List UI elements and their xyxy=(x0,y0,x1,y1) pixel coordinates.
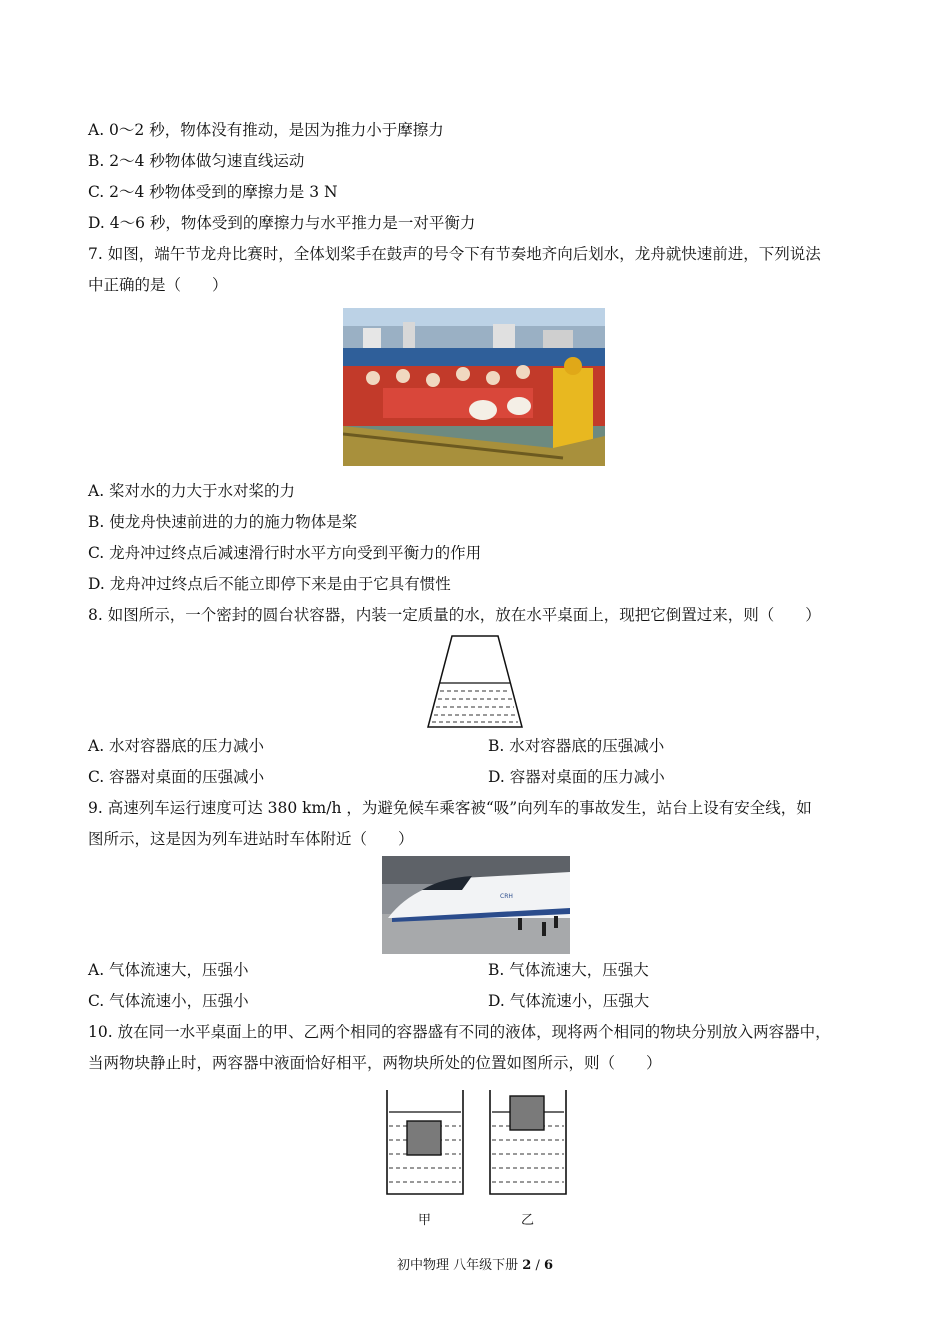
q7-option-b: B. 使龙舟快速前进的力的施力物体是桨 xyxy=(88,513,358,531)
q9-option-c: C. 气体流速小，压强小 xyxy=(88,992,249,1010)
dragon-boat-photo xyxy=(343,308,605,466)
footer-separator: / xyxy=(535,1258,540,1273)
label-jia: 甲 xyxy=(418,1213,432,1228)
label-yi: 乙 xyxy=(521,1213,535,1228)
q10-stem-line1: 10. 放在同一水平桌面上的甲、乙两个相同的容器盛有不同的液体，现将两个相同的物块分别放入两容器中， xyxy=(88,1023,831,1041)
footer-page-number: 2 xyxy=(522,1258,532,1273)
q9-stem-line2: 图所示，这是因为列车进站时车体附近（ ） xyxy=(88,830,414,848)
q8-option-b: B. 水对容器底的压强减小 xyxy=(488,737,665,755)
q9-option-d: D. 气体流速小，压强大 xyxy=(488,992,650,1010)
q8-option-c: C. 容器对桌面的压强减小 xyxy=(88,768,265,786)
q6-option-c: C. 2～4 秒物体受到的摩擦力是 3 N xyxy=(88,183,338,201)
q10-stem-line2: 当两物块静止时，两容器中液面恰好相平，两物块所处的位置如图所示，则（ ） xyxy=(88,1054,662,1072)
train-logo-text: CRH xyxy=(500,893,513,900)
q9-stem-line1: 9. 高速列车运行速度可达 380 km/h ，为避免候车乘客被“吸”向列车的事故发生，站台上设有安全线，如 xyxy=(88,799,812,817)
q8-option-d: D. 容器对桌面的压力减小 xyxy=(488,768,665,786)
high-speed-train-photo xyxy=(382,856,570,954)
q6-option-d: D. 4～6 秒，物体受到的摩擦力与水平推力是一对平衡力 xyxy=(88,214,476,232)
q9-option-b: B. 气体流速大，压强大 xyxy=(488,961,649,979)
frustum-container-diagram xyxy=(424,634,526,730)
page-footer xyxy=(0,1256,950,1276)
q8-stem: 8. 如图所示，一个密封的圆台状容器，内装一定质量的水，放在水平桌面上，现把它倒置过来，则（ ） xyxy=(88,606,821,624)
q7-stem-line2: 中正确的是（ ） xyxy=(88,276,228,294)
q7-option-d: D. 龙舟冲过终点后不能立即停下来是由于它具有惯性 xyxy=(88,575,451,593)
q7-option-a: A. 桨对水的力大于水对桨的力 xyxy=(88,482,296,500)
q7-option-c: C. 龙舟冲过终点后减速滑行时水平方向受到平衡力的作用 xyxy=(88,544,482,562)
q8-option-a: A. 水对容器底的压力减小 xyxy=(88,737,265,755)
left-block xyxy=(407,1121,441,1155)
footer-text: 初中物理 八年级下册 xyxy=(396,1258,519,1273)
right-block xyxy=(510,1096,544,1130)
dragon-boat-illustration xyxy=(343,308,605,466)
q9-option-a: A. 气体流速大，压强小 xyxy=(88,961,249,979)
q6-option-a: A. 0～2 秒，物体没有推动，是因为推力小于摩擦力 xyxy=(88,121,444,139)
q7-stem-line1: 7. 如图，端午节龙舟比赛时，全体划桨手在鼓声的号令下有节奏地齐向后划水，龙舟就快速前进，下列说法 xyxy=(88,245,821,263)
q6-option-b: B. 2～4 秒物体做匀速直线运动 xyxy=(88,152,305,170)
two-containers-diagram xyxy=(380,1086,572,1234)
footer-total-pages: 6 xyxy=(543,1258,554,1273)
